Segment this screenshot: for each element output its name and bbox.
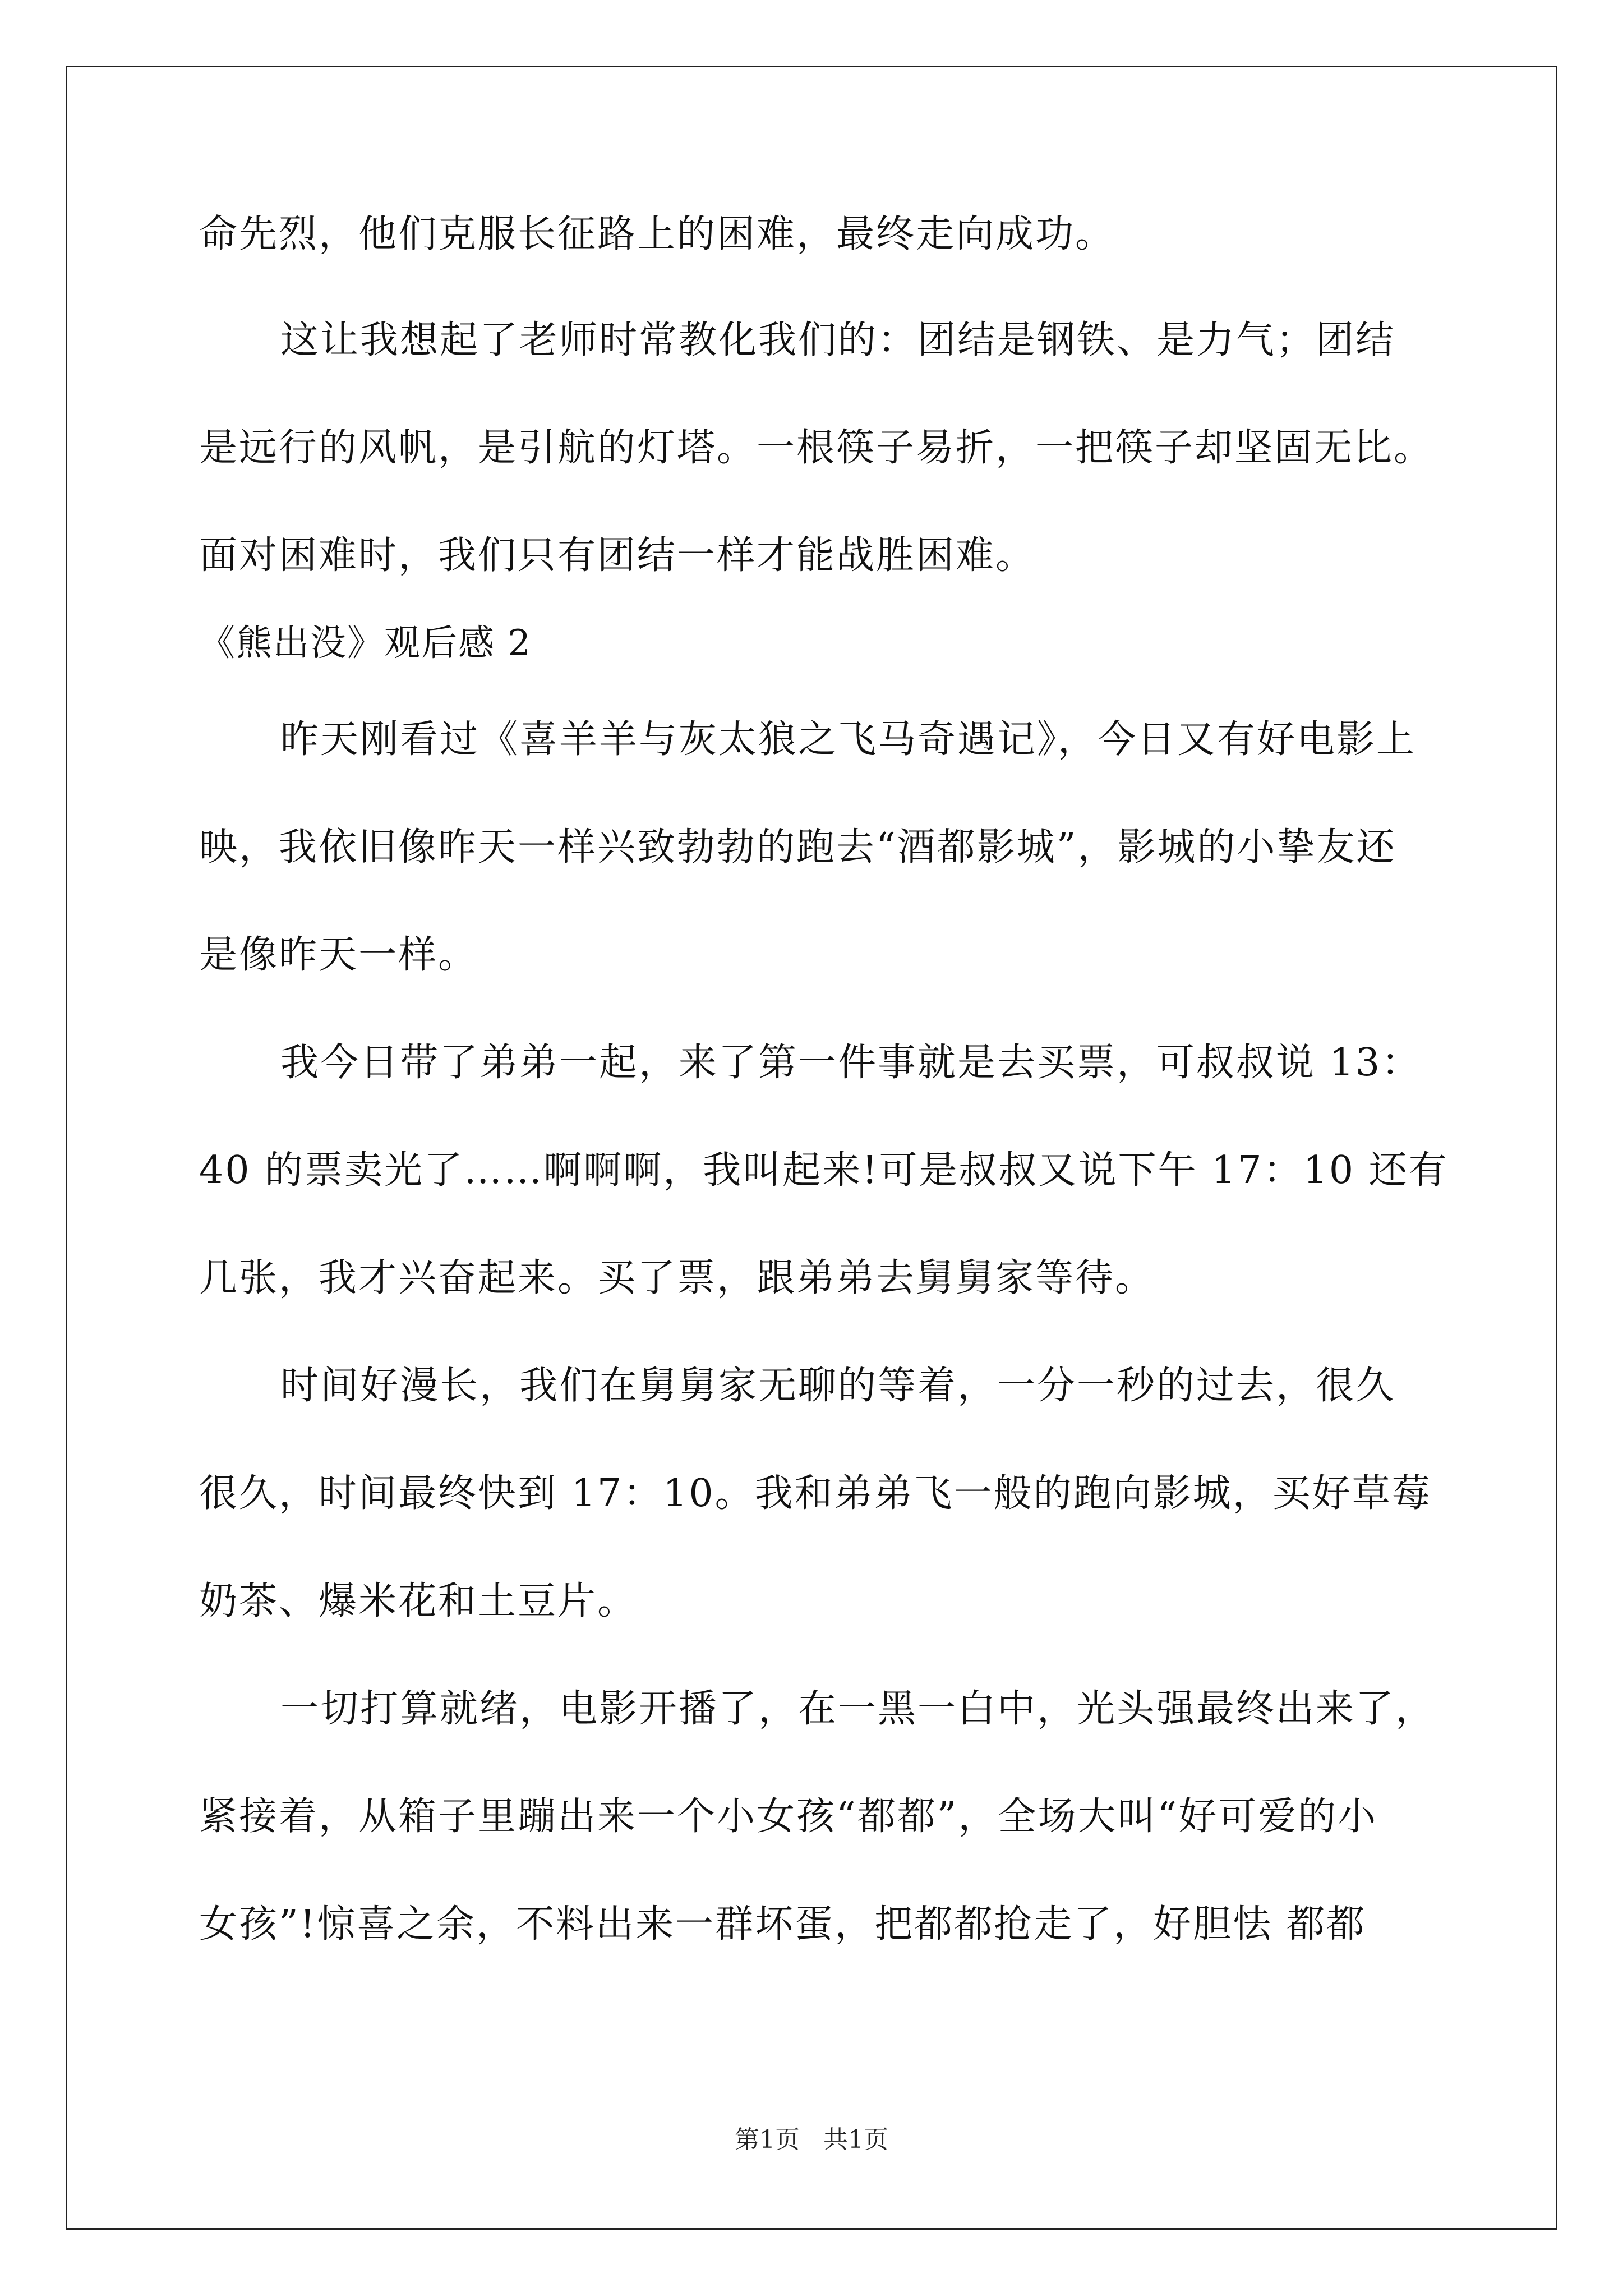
page-total: 共1页 <box>823 2125 888 2154</box>
section-heading: 《熊出没》观后感 2 <box>199 623 532 664</box>
paragraph-line: 是远行的风帆，是引航的灯塔。一根筷子易折，一把筷子却坚固无比。 <box>199 426 1434 470</box>
paragraph-line: 这让我想起了老师时常教化我们的：团结是钢铁、是力气；团结 <box>280 318 1396 362</box>
paragraph-line: 奶茶、爆米花和土豆片。 <box>199 1579 638 1623</box>
paragraph-line: 紧接着，从箱子里蹦出来一个小女孩“都都”，全场大叫“好可爱的小 <box>199 1795 1378 1839</box>
paragraph-line: 几张，我才兴奋起来。买了票，跟弟弟去舅舅家等待。 <box>199 1256 1155 1300</box>
paragraph-line: 很久，时间最终快到 17：10。我和弟弟飞一般的跑向影城，买好草莓 <box>199 1471 1432 1516</box>
paragraph-line: 女孩”!惊喜之余，不料出来一群坏蛋，把都都抢走了，好胆怯 都都 <box>199 1902 1366 1947</box>
paragraph-line: 面对困难时，我们只有团结一样才能战胜困难。 <box>199 533 1036 578</box>
document-body <box>199 208 1449 1952</box>
paragraph-line: 时间好漫长，我们在舅舅家无聊的等着，一分一秒的过去，很久 <box>280 1364 1396 1408</box>
page-number: 第1页 <box>735 2125 800 2154</box>
page-footer <box>0 2123 1623 2157</box>
paragraph-line: 是像昨天一样。 <box>199 933 478 977</box>
paragraph-line: 一切打算就绪，电影开播了，在一黑一白中，光头强最终出来了， <box>280 1687 1436 1731</box>
paragraph-line: 40 的票卖光了……啊啊啊，我叫起来!可是叔叔又说下午 17：10 还有 <box>199 1148 1449 1193</box>
paragraph-line: 映，我依旧像昨天一样兴致勃勃的跑去“酒都影城”，影城的小挚友还 <box>199 825 1396 869</box>
paragraph-line: 昨天刚看过《喜羊羊与灰太狼之飞马奇遇记》，今日又有好电影上 <box>280 717 1417 762</box>
paragraph-line: 命先烈，他们克服长征路上的困难，最终走向成功。 <box>199 212 1115 256</box>
paragraph-line: 我今日带了弟弟一起，来了第一件事就是去买票，可叔叔说 13： <box>280 1041 1422 1085</box>
